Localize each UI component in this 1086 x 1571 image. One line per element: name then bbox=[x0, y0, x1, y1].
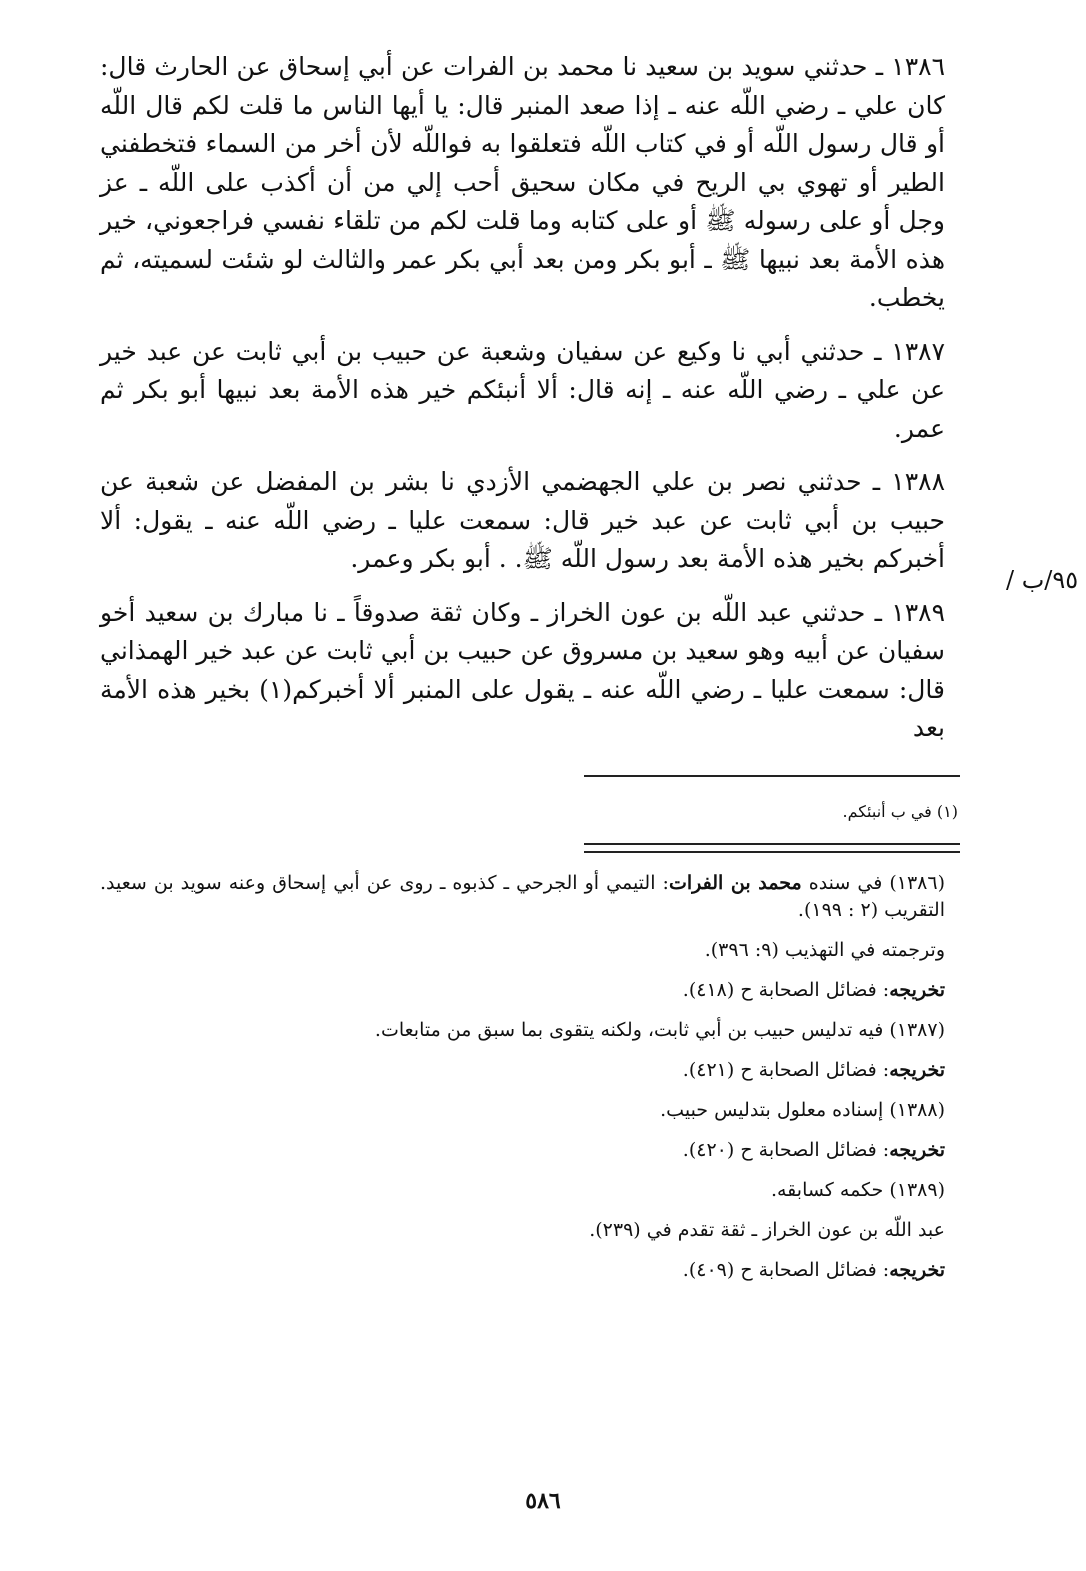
note-1386-prefix: (١٣٨٦) في سنده bbox=[808, 872, 945, 894]
hadith-1389: ١٣٨٩ ـ حدثني عبد اللّه بن عون الخراز ـ وكان ثقة صدوقاً ـ نا مبارك بن سعيد أخو سفيان عن أبيه وهو سعيد بن مسروق عن حبيب بن أبي ثابت عن عبد خير الهمذاني قال: سمعت عليا ـ رضي اللّه عنه ـ يقول على المنبر ألا أخبركم(١) بخير هذه الأمة بعد bbox=[100, 597, 945, 742]
note-1387-takhrij bbox=[100, 1057, 945, 1084]
commentary-notes bbox=[100, 870, 945, 1297]
takhrij-label: تخريجه bbox=[889, 1259, 945, 1281]
hadith-1388: ١٣٨٨ ـ حدثني نصر بن علي الجهضمي الأزدي نا بشر بن المفضل عن شعبة عن حبيب بن أبي ثابت عن عبد خير قال: سمعت عليا ـ رضي اللّه عنه ـ يقول: ألا أخبركم بخير هذه الأمة بعد رسول اللّه ﷺ. . أبو بكر وعمر. bbox=[100, 467, 945, 573]
note-1388-grade: (١٣٨٨) إسناده معلول بتدليس حبيب. bbox=[660, 1099, 945, 1121]
footnote: (١) في ب أنبئكم. bbox=[842, 802, 958, 821]
note-1388-takhrij bbox=[100, 1137, 945, 1164]
hadith-1386: ١٣٨٦ ـ حدثني سويد بن سعيد نا محمد بن الفرات عن أبي إسحاق عن الحارث قال: كان علي ـ رضي اللّه عنه ـ إذا صعد المنبر قال: يا أيها الناس ما قلت لكم قال اللّه أو قال رسول اللّه أو في كتاب اللّه فتعلقوا به فواللّه لأن أخر من السماء فتخطفني الطير أو تهوي بي الريح في مكان سحيق أحب إلي من أن أكذب على اللّه ـ عز وجل أو على رسوله ﷺ أو على كتابه وما قلت لكم من تلقاء نفسي فراجعوني، خير هذه الأمة بعد نبيها ﷺ ـ أبو بكر ومن بعد أبي بكر عمر والثالث لو شئت لسميته، ثم يخطب. bbox=[100, 52, 945, 312]
note-1389-narrator: عبد اللّه بن عون الخراز ـ ثقة تقدم في (٢٣٩). bbox=[589, 1219, 945, 1241]
hadith-1387: ١٣٨٧ ـ حدثني أبي نا وكيع عن سفيان وشعبة عن حبيب بن أبي ثابت عن عبد خير عن علي ـ رضي اللّه عنه ـ إنه قال: ألا أنبئكم خير هذه الأمة بعد نبيها أبو بكر ثم عمر. bbox=[100, 336, 945, 443]
takhrij-label: تخريجه bbox=[889, 979, 945, 1001]
takhrij-ref: : فضائل الصحابة ح (٤٢١). bbox=[682, 1059, 890, 1081]
takhrij-ref: : فضائل الصحابة ح (٤١٨). bbox=[682, 979, 890, 1001]
note-1386-narrator: محمد بن الفرات bbox=[668, 872, 802, 894]
footnote-divider bbox=[584, 775, 960, 777]
note-1386-detail: : التيمي أو الجرحي ـ كذبوه ـ روى عن أبي إسحاق وعنه سويد بن سعيد. التقريب (٢ : ١٩٩). bbox=[100, 872, 945, 921]
note-1389-grade: (١٣٨٩) حكمه كسابقه. bbox=[770, 1179, 945, 1201]
takhrij-ref: : فضائل الصحابة ح (٤٢٠). bbox=[682, 1139, 890, 1161]
note-1387-grade: (١٣٨٧) فيه تدليس حبيب بن أبي ثابت، ولكنه يتقوى بما سبق من متابعات. bbox=[374, 1019, 945, 1041]
note-1386-tahdhib: وترجمته في التهذيب (٩: ٣٩٦). bbox=[704, 939, 945, 961]
notes-divider-top bbox=[584, 843, 960, 845]
takhrij-label: تخريجه bbox=[889, 1059, 945, 1081]
manuscript-margin-note: ٩٥/ب / bbox=[1006, 566, 1079, 594]
takhrij-ref: : فضائل الصحابة ح (٤٠٩). bbox=[682, 1259, 890, 1281]
note-1389-takhrij bbox=[100, 1257, 945, 1284]
notes-divider-bottom bbox=[584, 851, 960, 853]
note-1386-sanad bbox=[100, 870, 945, 924]
main-text bbox=[100, 48, 945, 748]
takhrij-label: تخريجه bbox=[889, 1139, 945, 1161]
note-1386-takhrij bbox=[100, 977, 945, 1004]
page-number: ٥٨٦ bbox=[525, 1488, 561, 1514]
